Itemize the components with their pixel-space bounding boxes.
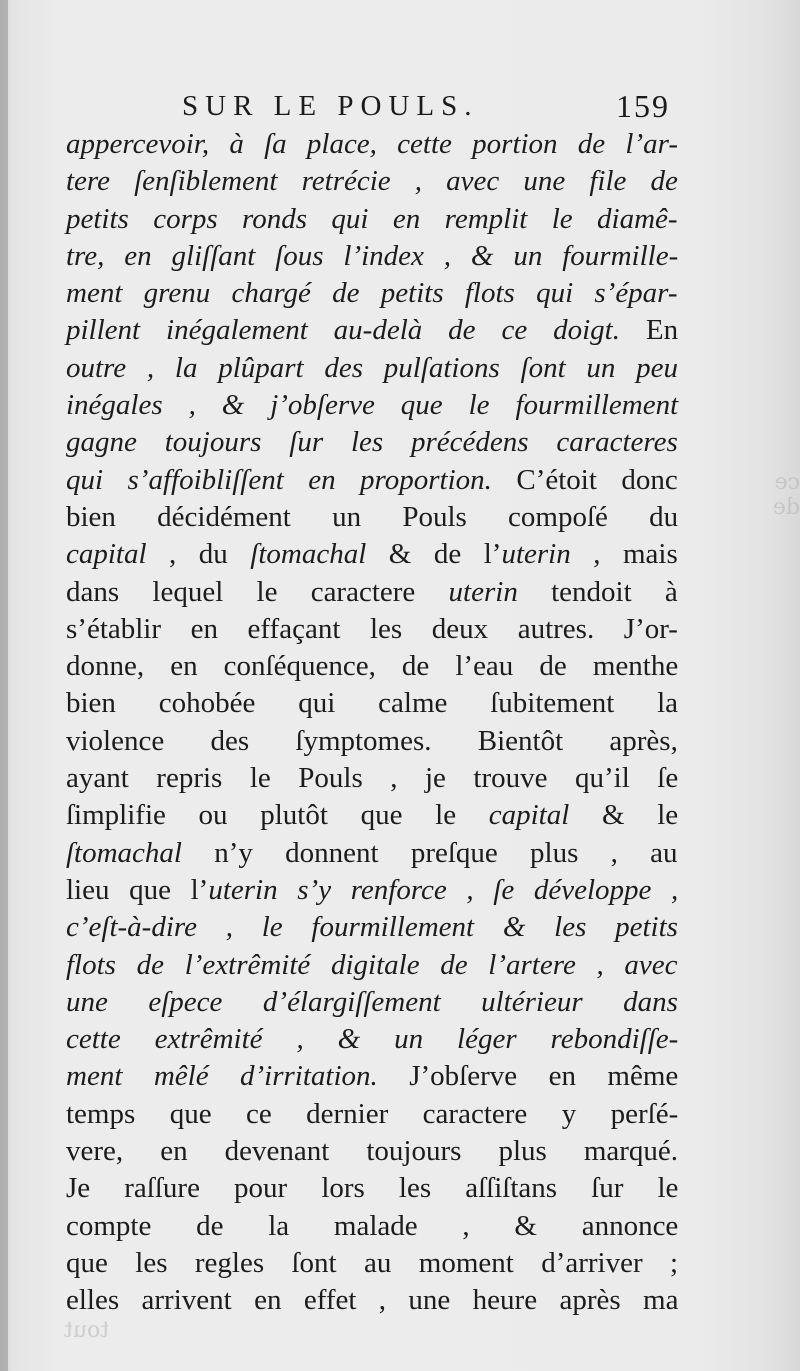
roman-text: , mais xyxy=(570,538,678,571)
show-through-foot: tout xyxy=(64,1318,110,1343)
text-line xyxy=(66,499,678,536)
text-line xyxy=(66,312,678,349)
text-line xyxy=(66,1170,678,1207)
text-line xyxy=(66,1096,678,1133)
page-gutter-shadow xyxy=(0,0,8,1371)
roman-text: C’étoit donc xyxy=(491,463,678,496)
text-line xyxy=(66,424,678,461)
text-line xyxy=(66,685,678,722)
italic-text: ſtomachal xyxy=(250,538,367,571)
roman-text: n’y donnent preſque plus , au xyxy=(182,836,678,869)
roman-text: & de l’ xyxy=(366,538,502,571)
italic-text: uterin xyxy=(501,538,571,571)
italic-text: gagne toujours ſur les précédens caracteres xyxy=(66,426,678,459)
roman-text: s’établir en effaçant les deux autres. J’or- xyxy=(66,612,678,645)
italic-text: uterin s’y renforce , ſe développe , xyxy=(208,873,679,906)
italic-text: capital xyxy=(66,538,147,571)
text-line xyxy=(66,163,678,200)
italic-text: qui s’affoibliſſent en proportion. xyxy=(66,463,492,496)
text-line xyxy=(66,1245,678,1282)
roman-text: dans lequel le caractere xyxy=(66,575,449,608)
roman-text: , du xyxy=(146,538,251,571)
italic-text: pillent inégalement au-delà de ce doigt. xyxy=(66,314,620,347)
text-line xyxy=(66,835,678,872)
page-header xyxy=(66,86,680,126)
roman-text: En xyxy=(620,314,679,347)
text-line xyxy=(66,1021,678,1058)
roman-text: ſimplifie ou plutôt que le xyxy=(66,799,489,832)
roman-text: bien cohobée qui calme ſubitement la xyxy=(66,687,679,720)
roman-text: bien décidément un Pouls compoſé du xyxy=(66,500,679,533)
roman-text: vere, en devenant toujours plus marqué. xyxy=(66,1135,679,1168)
italic-text: inégales , & j’obſerve que le fourmillement xyxy=(66,389,679,422)
italic-text: c’eſt-à-dire , le fourmillement & les petits xyxy=(66,911,678,944)
roman-text: J’obſerve en même xyxy=(377,1060,679,1093)
roman-text: donne, en conſéquence, de l’eau de menthe xyxy=(66,650,679,683)
roman-text: lieu que l’ xyxy=(66,873,209,906)
roman-text: compte de la malade , & annonce xyxy=(66,1209,679,1242)
text-line xyxy=(66,648,678,685)
text-line xyxy=(66,1058,678,1095)
italic-text: ment grenu chargé de petits flots qui s’épar- xyxy=(66,277,678,310)
text-line xyxy=(66,611,678,648)
italic-text: uterin xyxy=(448,575,518,608)
show-through-side: ce de xyxy=(772,470,800,520)
roman-text: violence des ſymptomes. Bientôt après, xyxy=(66,724,678,757)
roman-text: ayant repris le Pouls , je trouve qu’il ſe xyxy=(66,762,679,795)
text-line xyxy=(66,574,678,611)
text-line xyxy=(66,462,678,499)
text-line xyxy=(66,350,678,387)
roman-text: & le xyxy=(569,799,679,832)
text-line xyxy=(66,126,678,163)
text-line xyxy=(66,238,678,275)
text-line xyxy=(66,760,678,797)
italic-text: appercevoir, à ſa place, cette portion de l’ar- xyxy=(66,128,679,160)
text-line xyxy=(66,723,678,760)
roman-text: temps que ce dernier caractere y perſé- xyxy=(66,1097,679,1130)
text-line xyxy=(66,201,678,238)
text-line xyxy=(66,984,678,1021)
roman-text: Je raſſure pour lors les aſſiſtans ſur le xyxy=(66,1172,679,1205)
text-line xyxy=(66,797,678,834)
italic-text: tre, en gliſſant ſous l’index , & un fourmille- xyxy=(66,239,679,272)
text-line xyxy=(66,947,678,984)
italic-text: capital xyxy=(488,799,570,832)
text-line xyxy=(66,872,678,909)
roman-text: que les regles ſont au moment d’arriver ; xyxy=(66,1246,679,1279)
italic-text: outre , la plûpart des pulſations ſont un peu xyxy=(66,351,679,384)
italic-text: une eſpece d’élargiſſement ultérieur dans xyxy=(66,985,678,1018)
text-line xyxy=(66,275,678,312)
body-text xyxy=(66,126,678,1320)
roman-text: elles arrivent en effet , une heure après ma xyxy=(66,1284,679,1317)
running-head: SUR LE POULS. xyxy=(182,90,479,122)
text-line xyxy=(66,1208,678,1245)
italic-text: flots de l’extrêmité digitale de l’artere , avec xyxy=(66,948,678,981)
text-line xyxy=(66,1282,678,1319)
text-line xyxy=(66,1133,678,1170)
roman-text: tendoit à xyxy=(517,575,678,608)
text-line xyxy=(66,536,678,573)
italic-text: petits corps ronds qui en remplit le diamê- xyxy=(66,202,678,235)
italic-text: tere ſenſiblement retrécie , avec une file de xyxy=(66,165,678,198)
italic-text: ſtomachal xyxy=(66,836,182,869)
italic-text: cette extrêmité , & un léger rebondiſſe- xyxy=(66,1023,679,1056)
text-line xyxy=(66,387,678,424)
italic-text: ment mêlé d’irritation. xyxy=(66,1060,378,1093)
page-number: 159 xyxy=(616,88,670,124)
text-line xyxy=(66,909,678,946)
